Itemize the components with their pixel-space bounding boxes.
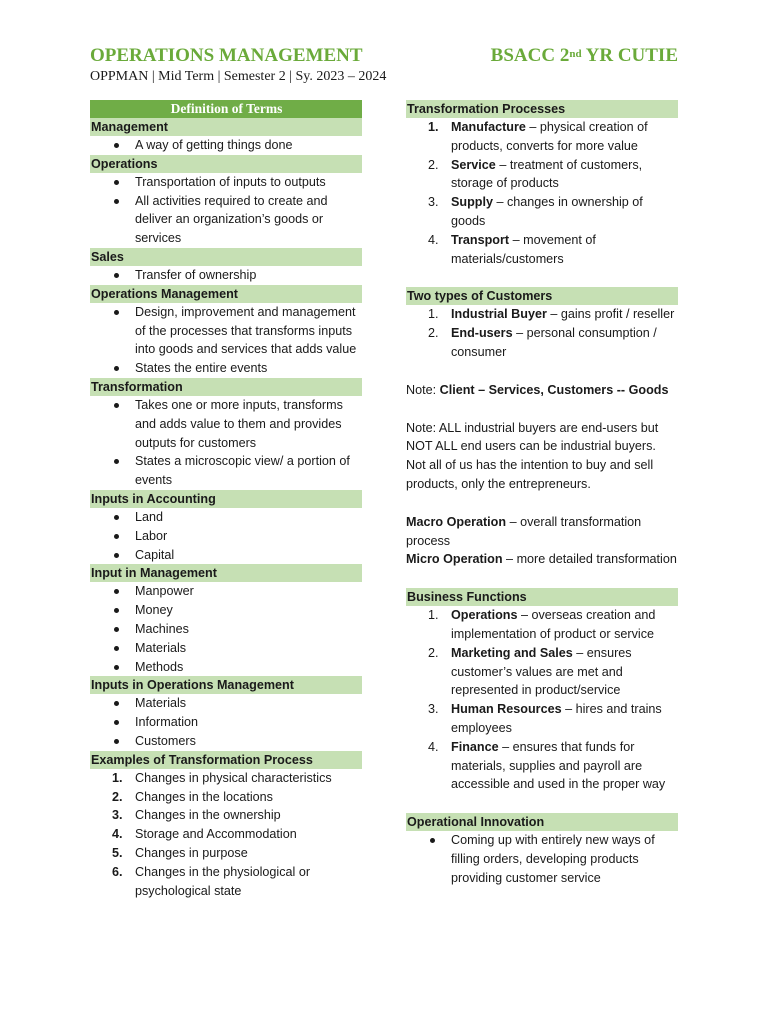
list-item — [90, 192, 362, 248]
list-number: 6. — [112, 864, 123, 879]
item-desc: – gains profit / reseller — [546, 307, 675, 322]
item-text: Information — [135, 715, 198, 730]
list-item — [406, 831, 678, 887]
item-text: States a microscopic view/ a portion of events — [135, 454, 350, 488]
list-number: 3. — [428, 702, 439, 717]
item-term: Macro Operation — [406, 514, 507, 529]
item-desc: – treatment of customers, storage of products — [451, 157, 643, 191]
section-heading: Management — [90, 118, 362, 136]
list-item — [90, 452, 362, 490]
bullet-icon — [114, 459, 119, 464]
list-number: 4. — [112, 827, 123, 842]
list-item — [90, 582, 362, 601]
item-text: A way of getting things done — [135, 138, 293, 152]
section-heading: Sales — [90, 248, 362, 266]
item-text: Changes in the ownership — [135, 808, 281, 823]
numbered-list — [406, 118, 678, 268]
list-item — [406, 700, 678, 738]
list-item — [90, 546, 362, 565]
list-item — [406, 231, 678, 269]
item-term: Human Resources — [451, 702, 562, 717]
list-number: 1. — [112, 770, 123, 785]
bullet-list — [90, 694, 362, 750]
bullet-list — [90, 396, 362, 490]
section-heading: Operations — [90, 155, 362, 173]
macro-operation — [406, 513, 678, 551]
bullet-list — [90, 266, 362, 285]
item-desc: – hires and trains employees — [451, 702, 662, 735]
list-number: 1. — [428, 120, 439, 134]
item-term: Manufacture — [451, 120, 526, 134]
note-client — [406, 381, 678, 400]
bullet-icon — [114, 665, 119, 670]
section-heading: Inputs in Accounting — [90, 490, 362, 508]
item-term: Service — [451, 157, 496, 172]
section-heading: Transformation Processes — [406, 100, 678, 118]
item-text: Methods — [135, 659, 184, 674]
bullet-icon — [114, 553, 119, 558]
list-item — [90, 136, 362, 155]
bullet-icon — [114, 515, 119, 520]
item-text: All activities required to create and deliver an organization’s goods or services — [135, 193, 328, 246]
section-heading: Inputs in Operations Management — [90, 676, 362, 694]
item-text: Storage and Accommodation — [135, 827, 297, 842]
section-heading: Operational Innovation — [406, 813, 678, 831]
bullet-icon — [114, 739, 119, 744]
bullet-list — [90, 173, 362, 248]
item-text: Capital — [135, 547, 175, 562]
item-desc: – movement of materials/customers — [451, 232, 596, 266]
bullet-icon — [114, 627, 119, 632]
item-text: Changes in the locations — [135, 789, 273, 804]
section-heading: Examples of Transformation Process — [90, 751, 362, 769]
bullet-list — [90, 136, 362, 155]
section-heading: Two types of Customers — [406, 287, 678, 305]
numbered-list — [90, 769, 362, 901]
note-buyers: Note: ALL industrial buyers are end-users but NOT ALL end users can be industrial buyers. Not all of us has the intention to buy and sell products, only the entrepreneurs. — [406, 420, 659, 491]
item-desc: – ensures customer’s values are met and represented in product/service — [451, 645, 632, 698]
bullet-icon — [114, 366, 119, 371]
bullet-icon — [114, 534, 119, 539]
section-heading: Operations Management — [90, 285, 362, 303]
list-item — [406, 738, 678, 794]
bullet-icon — [114, 403, 119, 408]
item-text: Money — [135, 603, 173, 618]
item-text: Transfer of ownership — [135, 267, 257, 282]
item-term: Operations — [451, 608, 518, 623]
list-item — [90, 601, 362, 620]
document-header — [90, 44, 678, 86]
list-number: 2. — [428, 326, 439, 341]
list-item — [406, 118, 678, 156]
list-item — [90, 863, 362, 901]
list-item — [406, 644, 678, 700]
item-term: Industrial Buyer — [451, 307, 547, 322]
list-item — [90, 658, 362, 677]
item-term: Micro Operation — [406, 552, 503, 567]
item-text: Labor — [135, 528, 168, 543]
list-item — [90, 844, 362, 863]
item-text: Changes in the physiological or psychological state — [135, 864, 311, 898]
list-number: 1. — [428, 307, 439, 322]
bullet-icon — [114, 180, 119, 185]
list-number: 2. — [112, 789, 123, 804]
definition-banner: Definition of Terms — [90, 100, 362, 118]
list-item — [90, 508, 362, 527]
bullet-icon — [114, 199, 119, 204]
item-text: Materials — [135, 640, 187, 655]
item-desc: – changes in ownership of goods — [451, 195, 643, 228]
document-subtitle: OPPMAN | Mid Term | Semester 2 | Sy. 2023 – 2024 — [90, 69, 387, 84]
list-number: 1. — [428, 608, 439, 623]
item-desc: – physical creation of products, converts for more value — [451, 120, 648, 153]
bullet-icon — [114, 143, 119, 148]
section-heading: Transformation — [90, 378, 362, 396]
item-text: Machines — [135, 621, 189, 636]
list-number: 2. — [428, 645, 439, 660]
list-number: 2. — [428, 157, 439, 172]
item-desc: – overall transformation process — [406, 514, 642, 548]
item-text: Design, improvement and management of the processes that transforms inputs into goods and services that adds value — [135, 304, 357, 357]
right-column — [406, 100, 678, 888]
list-item — [90, 769, 362, 788]
list-item — [90, 713, 362, 732]
list-item — [90, 788, 362, 807]
left-column — [90, 100, 362, 900]
list-item — [90, 173, 362, 192]
bullet-icon — [114, 273, 119, 278]
list-item — [90, 639, 362, 658]
bullet-list — [90, 582, 362, 676]
note-label: Note: — [406, 382, 440, 397]
bullet-icon — [114, 646, 119, 651]
item-desc: – more detailed transformation — [502, 552, 677, 567]
author-tag-prefix: BSACC 2 — [490, 45, 570, 66]
list-number: 3. — [428, 195, 439, 210]
item-desc: – overseas creation and implementation of product or service — [451, 608, 656, 641]
item-term: Finance — [451, 739, 499, 754]
item-term: End-users — [451, 326, 513, 341]
item-text: Changes in purpose — [135, 845, 248, 860]
micro-operation — [406, 550, 678, 569]
numbered-list — [406, 305, 678, 361]
bullet-list — [90, 303, 362, 378]
list-item — [90, 620, 362, 639]
item-desc: – personal consumption / consumer — [451, 326, 657, 359]
item-text: Materials — [135, 696, 187, 711]
list-item — [406, 606, 678, 644]
item-text: Takes one or more inputs, transforms and adds value to them and provides outputs for customers — [135, 397, 343, 450]
list-item — [90, 359, 362, 378]
list-number: 5. — [112, 845, 123, 860]
bullet-icon — [114, 720, 119, 725]
list-item — [90, 732, 362, 751]
item-text: Changes in physical characteristics — [135, 770, 332, 785]
section-heading: Input in Management — [90, 564, 362, 582]
list-number: 4. — [428, 232, 439, 247]
item-text: Coming up with entirely new ways of filling orders, developing products providing customer service — [451, 833, 655, 885]
bullet-icon — [114, 701, 119, 706]
list-item — [406, 305, 678, 324]
document-title: OPERATIONS MANAGEMENT — [90, 45, 363, 66]
note-text: Client – Services, Customers -- Goods — [439, 382, 669, 397]
list-item — [90, 527, 362, 546]
list-item — [90, 825, 362, 844]
list-item — [90, 266, 362, 285]
list-item — [406, 156, 678, 194]
list-number: 3. — [112, 808, 123, 823]
bullet-icon — [430, 838, 435, 843]
item-term: Marketing and Sales — [451, 645, 573, 660]
item-text: Manpower — [135, 584, 194, 599]
author-tag-suffix: YR CUTIE — [581, 45, 678, 66]
numbered-list — [406, 606, 678, 794]
item-text: Land — [135, 509, 164, 524]
item-term: Supply — [451, 195, 493, 210]
bullet-icon — [114, 608, 119, 613]
item-term: Transport — [451, 232, 510, 247]
item-text: Customers — [135, 733, 196, 748]
list-item — [406, 324, 678, 362]
list-item — [406, 193, 678, 231]
section-heading: Business Functions — [406, 588, 678, 606]
list-item — [90, 303, 362, 359]
list-item — [90, 694, 362, 713]
bullet-icon — [114, 310, 119, 315]
list-number: 4. — [428, 739, 439, 754]
list-item — [90, 806, 362, 825]
author-tag — [491, 44, 678, 68]
bullet-list — [90, 508, 362, 564]
bullet-list — [406, 831, 678, 887]
item-desc: – ensures that funds for materials, supplies and payroll are accessible and used in the proper way — [451, 739, 666, 792]
list-item — [90, 396, 362, 452]
author-tag-sup: nd — [569, 48, 582, 60]
item-text: States the entire events — [135, 361, 268, 376]
item-text: Transportation of inputs to outputs — [135, 174, 326, 189]
bullet-icon — [114, 589, 119, 594]
